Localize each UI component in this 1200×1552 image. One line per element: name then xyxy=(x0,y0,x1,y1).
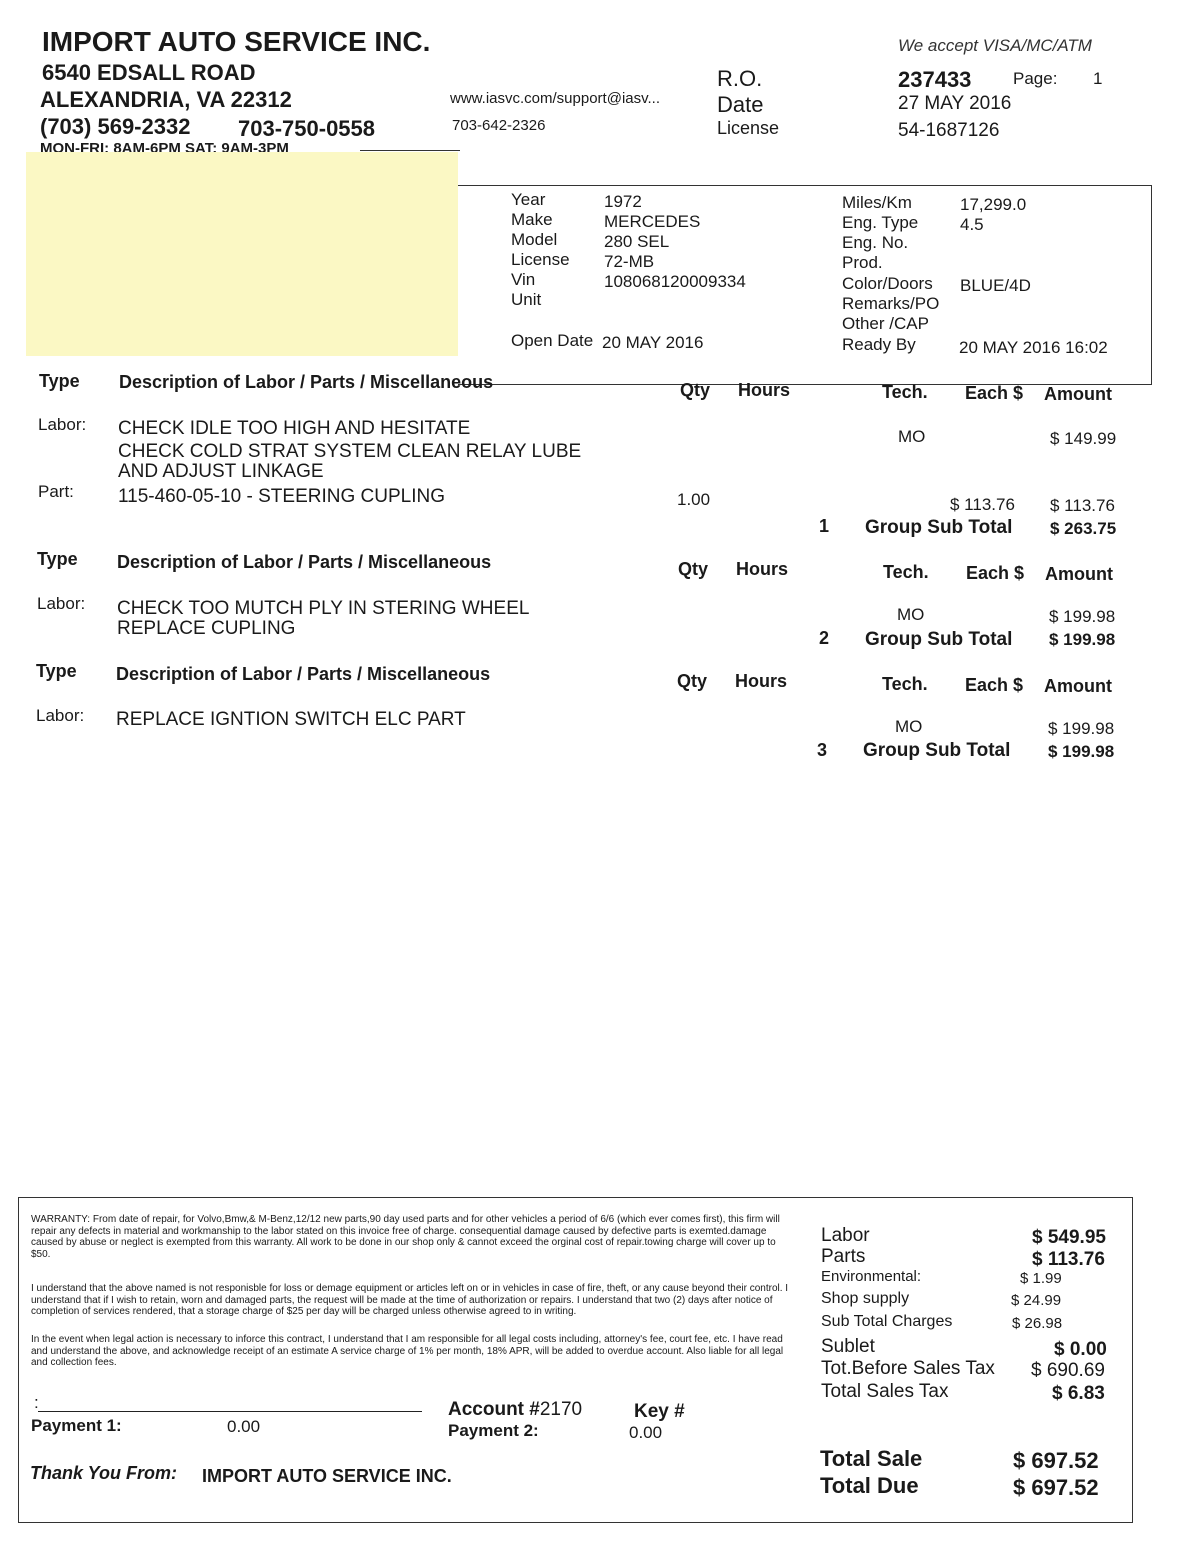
group-number-3: 3 xyxy=(817,740,828,760)
page-number: 1 xyxy=(1093,69,1103,88)
labor-label-3: Labor: xyxy=(36,706,85,725)
date-label: Date xyxy=(717,92,764,117)
prod-label: Prod. xyxy=(842,253,883,272)
model-label: Model xyxy=(511,230,558,249)
remarks-label: Remarks/PO xyxy=(842,294,940,313)
color-value: BLUE/4D xyxy=(960,276,1031,295)
col-desc-1: Description of Labor / Parts / Miscellaneous xyxy=(119,372,494,392)
shop-phone-2: 703-750-0558 xyxy=(238,116,376,141)
group-subtotal-2: $ 199.98 xyxy=(1049,630,1116,649)
account-number: 2170 xyxy=(539,1399,583,1420)
group-number-1: 1 xyxy=(819,516,830,536)
labor-line-3a: REPLACE IGNTION SWITCH ELC PART xyxy=(116,709,466,730)
shop-name: IMPORT AUTO SERVICE INC. xyxy=(42,26,431,57)
group-subtotal-label-3: Group Sub Total xyxy=(863,740,1011,761)
shop-hours: MON-FRI: 8AM-6PM SAT: 9AM-3PM xyxy=(40,140,289,152)
labor-amount-2: $ 199.98 xyxy=(1049,607,1116,626)
group-subtotal-3: $ 199.98 xyxy=(1048,742,1115,761)
eng-type-label: Eng. Type xyxy=(842,213,919,232)
col-hours-2: Hours xyxy=(736,559,789,579)
ready-label: Ready By xyxy=(842,335,916,354)
year-value: 1972 xyxy=(604,192,642,211)
col-amount-2: Amount xyxy=(1045,564,1113,584)
key-label: Key # xyxy=(634,1401,685,1422)
warranty-text-3: In the event when legal action is necessary to inforce this contract, I understand that I am responsible for all legal costs including, attorney's fee, court fee, etc. I have read and understand the above, and acknowledge receipt of an estimate A service charge of 1% per month, 18% APR, will be added to overdue account. Also liable for all legal and collection fees. xyxy=(31,1334,784,1368)
miles-value: 17,299.0 xyxy=(960,195,1027,214)
col-tech-2: Tech. xyxy=(883,562,929,582)
group-subtotal-1: $ 263.75 xyxy=(1050,519,1117,538)
payment1-label: Payment 1: xyxy=(31,1416,122,1435)
other-label: Other /CAP xyxy=(842,314,929,333)
env-label: Environmental: xyxy=(821,1268,922,1285)
labor-amount-3: $ 199.98 xyxy=(1048,719,1115,738)
sub-total-charges-label: Sub Total Charges xyxy=(821,1313,953,1330)
model-value: 280 SEL xyxy=(604,232,670,251)
payment1-value: 0.00 xyxy=(227,1417,261,1436)
col-type-1: Type xyxy=(39,371,80,391)
accept-note: We accept VISA/MC/ATM xyxy=(898,36,1092,55)
make-label: Make xyxy=(511,210,553,229)
part-amount-1: $ 113.76 xyxy=(1050,496,1115,515)
ro-number: 237433 xyxy=(898,67,972,92)
col-hours-3: Hours xyxy=(735,671,788,691)
part-qty-1: 1.00 xyxy=(677,490,711,509)
open-date-label: Open Date xyxy=(511,331,594,350)
key-value: 0.00 xyxy=(629,1423,663,1442)
shop-phone-1: (703) 569-2332 xyxy=(40,114,191,139)
vehicle-license-label: License xyxy=(511,250,570,269)
tech-1: MO xyxy=(898,427,926,446)
total-labor: $ 549.95 xyxy=(1032,1227,1106,1248)
part-each-1: $ 113.76 xyxy=(950,495,1015,514)
env-value: $ 1.99 xyxy=(1020,1270,1062,1287)
labor-label-2: Labor: xyxy=(37,594,86,613)
col-qty-3: Qty xyxy=(677,671,708,691)
col-each-1: Each $ xyxy=(965,383,1024,403)
part-desc-1: 115-460-05-10 - STEERING CUPLING xyxy=(118,486,445,507)
vehicle-license-value: 72-MB xyxy=(604,252,655,271)
col-tech-1: Tech. xyxy=(882,382,928,402)
account-label-text: Account # xyxy=(448,1399,540,1420)
license-label: License xyxy=(717,118,780,138)
labor-line-2b: REPLACE CUPLING xyxy=(117,618,296,639)
col-each-2: Each $ xyxy=(966,563,1025,583)
labor-line-1b: CHECK COLD STRAT SYSTEM CLEAN RELAY LUBE xyxy=(118,441,582,462)
page-label: Page: xyxy=(1013,69,1058,88)
sales-tax-label: Total Sales Tax xyxy=(821,1381,949,1402)
vin-value: 108068120009334 xyxy=(604,272,746,291)
col-desc-2: Description of Labor / Parts / Miscellaneous xyxy=(117,552,492,572)
open-date-value: 20 MAY 2016 xyxy=(602,333,704,352)
warranty-text-2: I understand that the above named is not responisble for loss or demage equipment or articles left on or in vehicles in case of fire, theft, or any cause beyond their control. I understand that if I wish to retain, worn and damaged parts, the request will be made at the time of authorization or repairs. I understand that two (2) days after notice of completion of services rendered, that a storage charge of $25 per day will be charged unless otherwise agreed to in writing. xyxy=(31,1283,789,1317)
thank-you-label: Thank You From: xyxy=(30,1463,178,1483)
group-number-2: 2 xyxy=(819,628,830,648)
labor-label-1: Labor: xyxy=(38,415,87,434)
eng-no-label: Eng. No. xyxy=(842,233,909,252)
col-amount-3: Amount xyxy=(1044,676,1112,696)
shop-phone-3: 703-642-2326 xyxy=(452,117,546,134)
col-each-3: Each $ xyxy=(965,675,1024,695)
warranty-text-1: WARRANTY: From date of repair, for Volvo,Bmw,& M-Benz,12/12 new parts,90 day used parts and for other vehicles a period of 6/6 (which ever comes first), this firm will repair any defects in material and workmanship to the labor stated on this invoice free of charge. consequential damage caused by defective parts is exemted.damage caused by abuse or neglect is exempted from this warranty. All work to be done in our shop only & cannot exceed the orginal cost of repair.towing charge will cover up to $50. xyxy=(31,1214,780,1260)
total-parts-label: Parts xyxy=(821,1246,866,1267)
col-hours-1: Hours xyxy=(738,380,791,400)
col-qty-2: Qty xyxy=(678,559,709,579)
total-due-label: Total Due xyxy=(820,1473,919,1498)
labor-line-2a: CHECK TOO MUTCH PLY IN STERING WHEEL xyxy=(117,598,530,619)
col-tech-3: Tech. xyxy=(882,674,928,694)
before-tax-label: Tot.Before Sales Tax xyxy=(821,1358,995,1379)
total-sale-label: Total Sale xyxy=(820,1446,923,1471)
total-sale-value: $ 697.52 xyxy=(1013,1448,1099,1473)
sales-tax-value: $ 6.83 xyxy=(1052,1383,1105,1404)
col-type-3: Type xyxy=(36,661,77,681)
total-parts: $ 113.76 xyxy=(1032,1249,1105,1270)
group-subtotal-label-2: Group Sub Total xyxy=(865,629,1013,650)
total-due-value: $ 697.52 xyxy=(1013,1475,1099,1500)
redacted-customer-block xyxy=(26,152,458,356)
shop-street: 6540 EDSALL ROAD xyxy=(42,60,256,85)
shop-supply-value: $ 24.99 xyxy=(1011,1292,1062,1309)
total-labor-label: Labor xyxy=(821,1225,870,1246)
miles-label: Miles/Km xyxy=(842,193,912,212)
labor-line-1a: CHECK IDLE TOO HIGH AND HESITATE xyxy=(118,418,471,439)
color-label: Color/Doors xyxy=(842,274,933,293)
before-tax-value: $ 690.69 xyxy=(1031,1360,1105,1381)
tech-3: MO xyxy=(895,717,923,736)
sublet-value: $ 0.00 xyxy=(1054,1339,1107,1360)
year-label: Year xyxy=(511,190,546,209)
eng-type-value: 4.5 xyxy=(960,215,984,234)
make-value: MERCEDES xyxy=(604,212,701,231)
payment2-label: Payment 2: xyxy=(448,1421,539,1440)
labor-line-1c: AND ADJUST LINKAGE xyxy=(118,461,324,482)
part-label-1: Part: xyxy=(38,482,74,501)
shop-city: ALEXANDRIA, VA 22312 xyxy=(40,87,292,112)
unit-label: Unit xyxy=(511,290,542,309)
ready-value: 20 MAY 2016 16:02 xyxy=(959,338,1108,357)
sub-total-charges-value: $ 26.98 xyxy=(1012,1315,1063,1332)
shop-supply-label: Shop supply xyxy=(821,1290,910,1307)
thank-you-name: IMPORT AUTO SERVICE INC. xyxy=(202,1466,452,1486)
account-label xyxy=(448,1399,582,1421)
col-amount-1: Amount xyxy=(1044,384,1112,404)
order-license: 54-1687126 xyxy=(898,120,1000,141)
col-type-2: Type xyxy=(37,549,78,569)
col-qty-1: Qty xyxy=(680,380,711,400)
signature-line[interactable] xyxy=(38,1411,422,1412)
shop-web: www.iasvc.com/support@iasv... xyxy=(450,90,661,107)
ro-label: R.O. xyxy=(717,66,763,91)
vin-label: Vin xyxy=(511,270,536,289)
col-desc-3: Description of Labor / Parts / Miscellaneous xyxy=(116,664,491,684)
sublet-label: Sublet xyxy=(821,1336,875,1357)
order-date: 27 MAY 2016 xyxy=(898,93,1012,114)
header-rule xyxy=(360,150,460,151)
signature-mark: : xyxy=(34,1393,39,1412)
group-subtotal-label-1: Group Sub Total xyxy=(865,517,1013,538)
tech-2: MO xyxy=(897,605,925,624)
labor-amount-1: $ 149.99 xyxy=(1050,429,1117,448)
